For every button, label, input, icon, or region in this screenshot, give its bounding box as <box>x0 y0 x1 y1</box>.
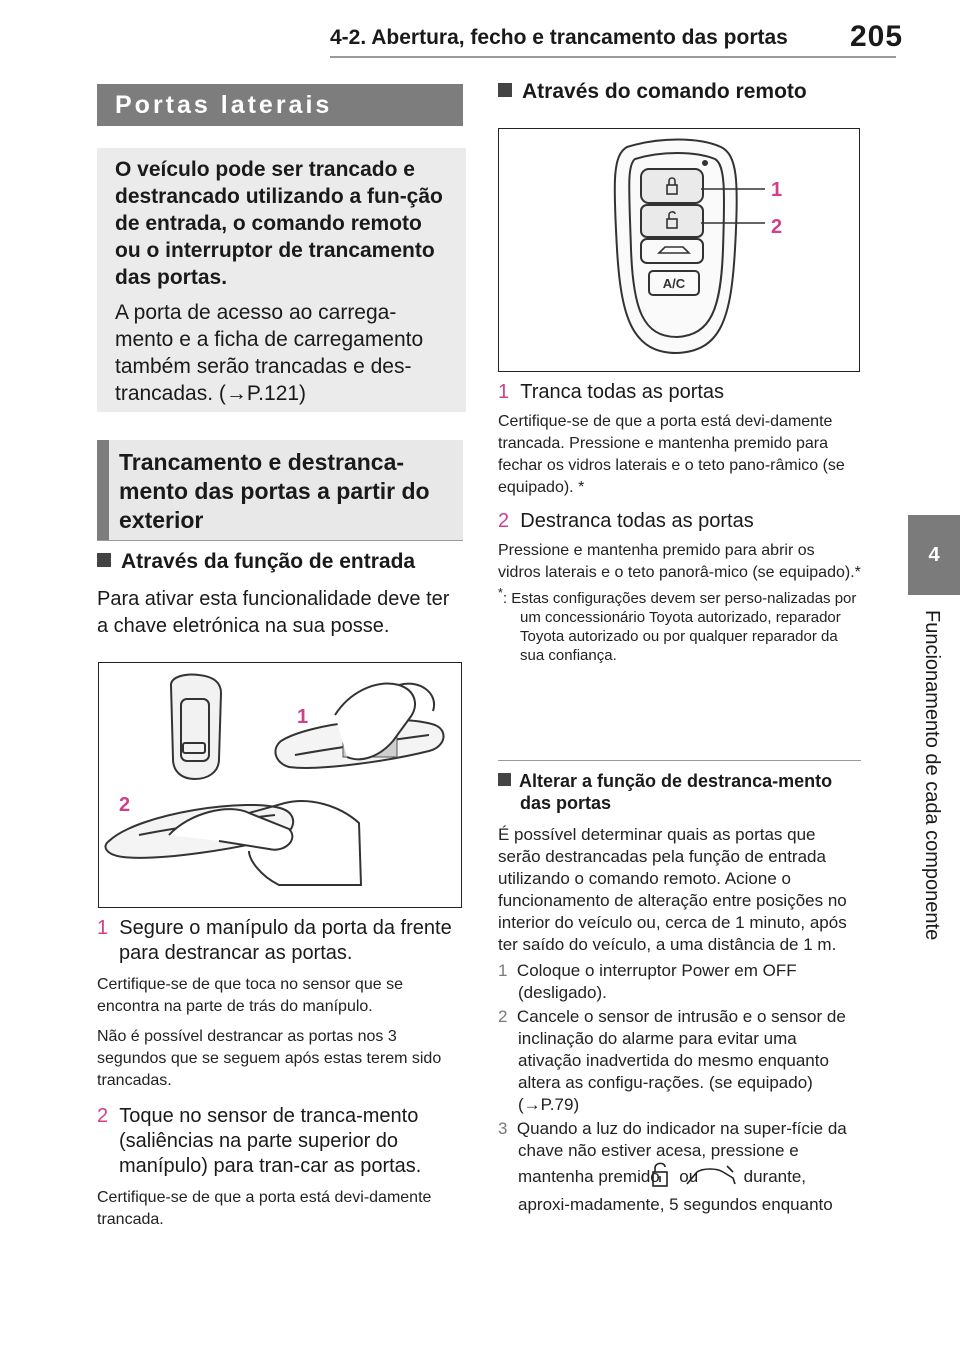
section-heading-side-doors: Portas laterais <box>97 84 463 126</box>
remote-key-figure <box>498 128 860 372</box>
unlock-icon <box>665 1162 675 1194</box>
ac-button-label: A/C <box>662 276 686 291</box>
section-heading-exterior: Trancamento e destranca-mento das portas a partir do exterior <box>97 440 463 540</box>
intro-bold-text: O veículo pode ser trancado e destrancado utilizando a fun-ção de entrada, o comando remoto ou o interruptor de trancamento das portas. <box>115 158 443 289</box>
entry-step-1: 1 Segure o manípulo da porta da frente para destrancar as portas. <box>97 917 452 964</box>
alter-intro: É possível determinar quais as portas que serão destrancadas pela função de entrada utilizando o comando remoto. Acione o funcionamento de alteração entre posições no interior do veículo ou, cerca de 1 minuto, após ter saído do veículo, a uma distância de 1 m. <box>498 825 847 954</box>
remote-step-2: 2 Destranca todas as portas <box>498 510 754 532</box>
square-bullet-icon <box>498 83 512 97</box>
section-intro-box <box>97 148 466 412</box>
remote-step-1-note: Certifique-se de que a porta está devi-damente trancada. Pressione e mantenha premido para fechar os vidros laterais e o teto pano-râmico (se equipado). * <box>498 413 845 496</box>
chapter-tab: 4 <box>908 515 960 595</box>
page-number: 205 <box>850 20 904 53</box>
entry-step-2-note: Certifique-se de que a porta está devi-damente trancada. <box>97 1189 432 1228</box>
entry-step-1-note-2: Não é possível destrancar as portas nos 3 segundos que se seguem após estas terem sido trancadas. <box>97 1028 442 1089</box>
alter-step-2: 2 Cancele o sensor de intrusão e o sensor de inclinação do alarme para evitar uma ativação inadvertida do mesmo enquanto altera as configu-rações. (se equipado) (→P.79) <box>498 1007 846 1114</box>
door-handle-figure <box>98 662 462 908</box>
header-divider <box>330 56 896 58</box>
fig2-callout-2: 2 <box>771 216 783 238</box>
alter-heading: Alterar a função de destranca-mento das portas <box>498 770 861 814</box>
smart-key-drawing <box>171 674 221 779</box>
remote-steps <box>498 380 861 665</box>
remote-footnote: *: Estas configurações devem ser perso-nalizadas por um concessionário Toyota autorizado, reparador Toyota autorizado ou por qualquer reparador da sua confiança. <box>498 586 857 664</box>
alter-step-1: 1 Coloque o interruptor Power em OFF (desligado). <box>498 961 797 1002</box>
section-divider <box>97 540 463 541</box>
alter-step-3: 3 Quando a luz do indicador na super-fície da chave não estiver acesa, pressione e mantenha premido ou durante, aproxi-madamente, 5 segundos enquanto <box>498 1119 847 1214</box>
square-bullet-icon <box>97 553 111 567</box>
remote-heading: Através do comando remoto <box>498 80 861 104</box>
entry-steps <box>97 916 463 1231</box>
remote-step-2-note: Pressione e mantenha premido para abrir os vidros laterais e o teto panorâ-mico (se equipado).* <box>498 542 861 581</box>
fig2-callout-1: 1 <box>771 179 783 201</box>
fig1-callout-2: 2 <box>119 794 131 816</box>
entry-heading: Através da função de entrada <box>97 550 463 574</box>
door-handle-illustration <box>99 663 460 906</box>
entry-subsection <box>97 550 463 640</box>
entry-intro: Para ativar esta funcionalidade deve ter a chave eletrónica na sua posse. <box>97 588 450 637</box>
chapter-label: Funcionamento de cada componente <box>921 610 943 941</box>
entry-step-2: 2 Toque no sensor de tranca-mento (saliências na parte superior do manípulo) para tran-car as portas. <box>97 1105 422 1177</box>
remote-key-illustration <box>499 129 858 370</box>
intro-text: A porta de acesso ao carrega-mento e a ficha de carregamento também serão trancadas e des-trancadas. (→P.121) <box>115 301 424 405</box>
alter-subsection <box>498 770 861 1216</box>
fig1-callout-1: 1 <box>297 706 309 728</box>
column-divider <box>498 760 861 761</box>
door-handle-lower-drawing <box>105 801 361 885</box>
square-bullet-icon <box>498 773 511 786</box>
entry-step-1-note-1: Certifique-se de que toca no sensor que se encontra na parte de trás do manípulo. <box>97 976 403 1015</box>
car-window-icon <box>703 1164 739 1194</box>
remote-step-1: 1 Tranca todas as portas <box>498 381 725 403</box>
header-title: 4-2. Abertura, fecho e trancamento das portas <box>330 26 788 49</box>
